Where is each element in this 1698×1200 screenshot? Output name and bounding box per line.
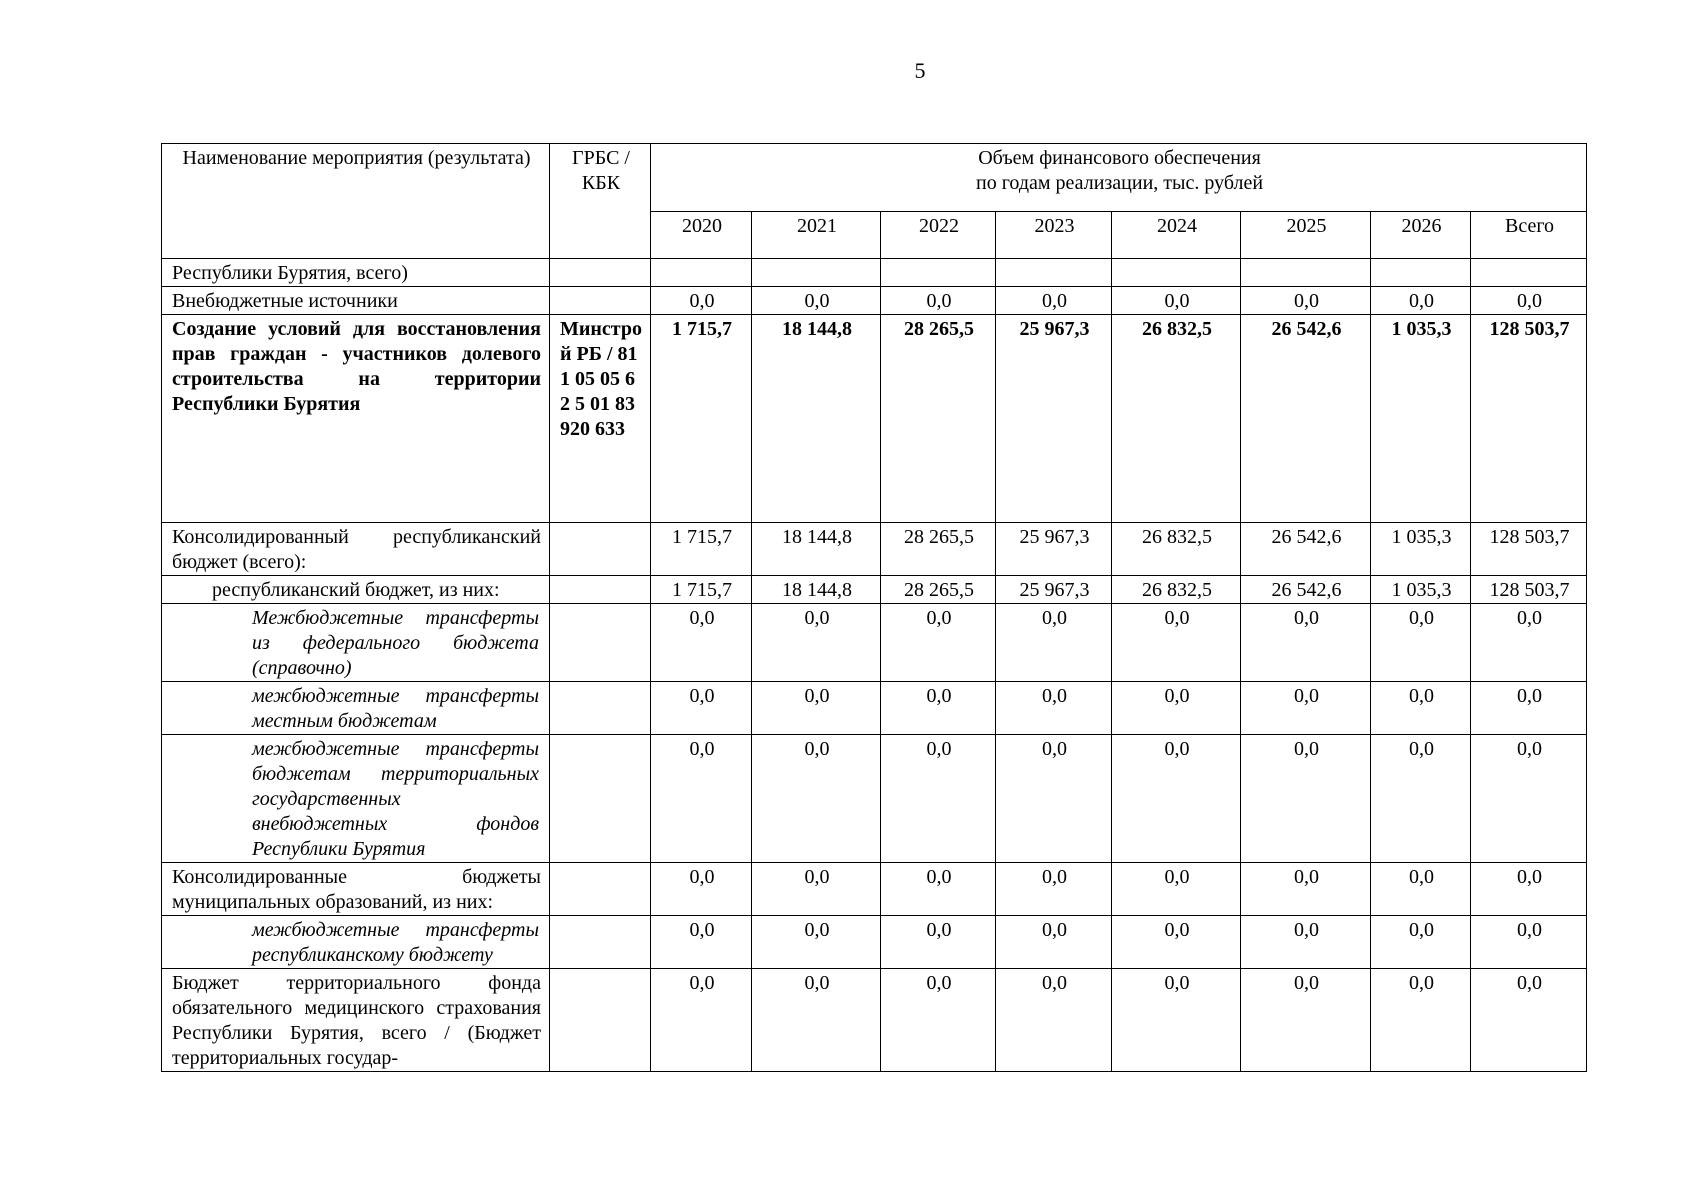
row-value: 18 144,8 (752, 576, 881, 604)
row-value: 0,0 (881, 969, 996, 1072)
row-value: 0,0 (1471, 735, 1587, 863)
header-year: 2020 (651, 212, 752, 259)
row-value: 1 715,7 (651, 523, 752, 576)
table-row (162, 315, 1587, 523)
row-value: 26 832,5 (1112, 315, 1241, 523)
row-name: межбюджетные трансферты бюджетам территориальных государственных внебюджетных фондов Республики Бурятия (162, 735, 550, 863)
row-value: 0,0 (1371, 604, 1471, 682)
row-value: 0,0 (1471, 863, 1587, 916)
row-value: 0,0 (752, 604, 881, 682)
table-row (162, 604, 1587, 682)
row-value: 0,0 (752, 916, 881, 969)
row-value: 25 967,3 (996, 523, 1112, 576)
row-value: 0,0 (1241, 916, 1371, 969)
row-value: 1 715,7 (651, 315, 752, 523)
row-value: 128 503,7 (1471, 315, 1587, 523)
row-grbs (550, 576, 651, 604)
row-value: 0,0 (881, 682, 996, 735)
row-grbs (550, 287, 651, 315)
row-value: 0,0 (752, 682, 881, 735)
row-value: 18 144,8 (752, 315, 881, 523)
row-value: 0,0 (1471, 604, 1587, 682)
row-grbs (550, 863, 651, 916)
header-year: 2026 (1371, 212, 1471, 259)
row-value (752, 259, 881, 287)
row-value: 0,0 (1112, 682, 1241, 735)
row-value: 0,0 (651, 735, 752, 863)
row-value (1371, 259, 1471, 287)
header-volume-line2: по годам реализации, тыс. рублей (976, 172, 1264, 194)
row-value (651, 259, 752, 287)
row-value (881, 259, 996, 287)
row-value: 26 542,6 (1241, 576, 1371, 604)
header-year: 2022 (881, 212, 996, 259)
row-value: 0,0 (1471, 287, 1587, 315)
budget-table (161, 143, 1587, 1072)
row-value: 1 035,3 (1371, 576, 1471, 604)
row-value: 0,0 (1112, 916, 1241, 969)
row-value: 0,0 (996, 287, 1112, 315)
row-value: 0,0 (752, 735, 881, 863)
row-value: 28 265,5 (881, 576, 996, 604)
header-year: 2021 (752, 212, 881, 259)
row-value: 0,0 (996, 735, 1112, 863)
row-name: межбюджетные трансферты республиканскому бюджету (162, 916, 550, 969)
row-value: 26 542,6 (1241, 315, 1371, 523)
row-value: 0,0 (881, 863, 996, 916)
table-row (162, 916, 1587, 969)
header-year: 2024 (1112, 212, 1241, 259)
row-grbs (550, 682, 651, 735)
row-name: Консолидированные бюджеты муниципальных образований, из них: (162, 863, 550, 916)
row-value: 28 265,5 (881, 315, 996, 523)
row-grbs (550, 523, 651, 576)
header-name-column: Наименование мероприятия (результата) (162, 144, 550, 259)
row-value: 0,0 (1112, 969, 1241, 1072)
row-value: 0,0 (881, 604, 996, 682)
row-value: 1 035,3 (1371, 523, 1471, 576)
row-value: 28 265,5 (881, 523, 996, 576)
row-grbs (550, 735, 651, 863)
row-value: 0,0 (996, 604, 1112, 682)
row-value: 0,0 (1241, 287, 1371, 315)
row-grbs (550, 916, 651, 969)
row-value: 0,0 (1371, 735, 1471, 863)
row-grbs (550, 604, 651, 682)
row-value: 0,0 (1241, 863, 1371, 916)
row-value: 128 503,7 (1471, 523, 1587, 576)
row-value: 0,0 (752, 863, 881, 916)
row-value: 0,0 (996, 682, 1112, 735)
table-row (162, 863, 1587, 916)
row-value: 26 832,5 (1112, 523, 1241, 576)
row-name: Республики Бурятия, всего) (162, 259, 550, 287)
row-value: 0,0 (1241, 682, 1371, 735)
table-row (162, 523, 1587, 576)
header-year: 2025 (1241, 212, 1371, 259)
row-value: 0,0 (1112, 863, 1241, 916)
row-value: 0,0 (1371, 969, 1471, 1072)
row-name: Создание условий для восстановления прав граждан - участников долевого строительства на территории Республики Бурятия (162, 315, 550, 523)
row-value: 0,0 (881, 916, 996, 969)
header-volume-column (651, 144, 1587, 212)
row-value: 0,0 (651, 682, 752, 735)
row-value: 128 503,7 (1471, 576, 1587, 604)
table-row (162, 287, 1587, 315)
row-value: 0,0 (996, 916, 1112, 969)
row-value: 0,0 (1241, 969, 1371, 1072)
row-value: 26 542,6 (1241, 523, 1371, 576)
row-value (996, 259, 1112, 287)
row-value: 0,0 (1371, 863, 1471, 916)
row-value: 0,0 (881, 287, 996, 315)
header-total: Всего (1471, 212, 1587, 259)
row-value: 0,0 (1112, 287, 1241, 315)
table-row (162, 735, 1587, 863)
table-row (162, 259, 1587, 287)
row-value: 18 144,8 (752, 523, 881, 576)
row-name: республиканский бюджет, из них: (162, 576, 550, 604)
row-value (1241, 259, 1371, 287)
row-grbs (550, 969, 651, 1072)
row-value: 25 967,3 (996, 315, 1112, 523)
row-value: 0,0 (1112, 604, 1241, 682)
page-number: 5 (914, 58, 926, 83)
row-value: 0,0 (1471, 682, 1587, 735)
row-value: 0,0 (1371, 287, 1471, 315)
row-value (1112, 259, 1241, 287)
row-value: 0,0 (752, 287, 881, 315)
row-value (1471, 259, 1587, 287)
row-value: 0,0 (1471, 969, 1587, 1072)
row-value: 0,0 (1371, 682, 1471, 735)
row-grbs (550, 259, 651, 287)
header-grbs-column: ГРБС / КБК (550, 144, 651, 259)
row-value: 0,0 (752, 969, 881, 1072)
row-value: 0,0 (881, 735, 996, 863)
row-value: 0,0 (651, 863, 752, 916)
row-value: 0,0 (1241, 604, 1371, 682)
row-value: 26 832,5 (1112, 576, 1241, 604)
row-value: 0,0 (651, 604, 752, 682)
row-name: межбюджетные трансферты местным бюджетам (162, 682, 550, 735)
row-value: 0,0 (1241, 735, 1371, 863)
header-volume-line1: Объем финансового обеспечения (978, 147, 1261, 169)
row-name: Бюджет территориального фонда обязательного медицинского страхования Республики Бурятия, всего / (Бюджет территориальных государ- (162, 969, 550, 1072)
table-row (162, 969, 1587, 1072)
row-name: Межбюджетные трансферты из федерального бюджета (справочно) (162, 604, 550, 682)
row-value: 0,0 (651, 916, 752, 969)
row-value: 0,0 (651, 969, 752, 1072)
header-year: 2023 (996, 212, 1112, 259)
row-name: Консолидированный республиканский бюджет (всего): (162, 523, 550, 576)
row-grbs: Минстрой РБ / 811 05 05 62 5 01 83920 633 (550, 315, 651, 523)
row-value: 0,0 (651, 287, 752, 315)
row-value: 25 967,3 (996, 576, 1112, 604)
header-row (162, 144, 1587, 212)
row-name: Внебюджетные источники (162, 287, 550, 315)
table-row (162, 576, 1587, 604)
row-value: 1 715,7 (651, 576, 752, 604)
row-value: 1 035,3 (1371, 315, 1471, 523)
row-value: 0,0 (996, 863, 1112, 916)
row-value: 0,0 (1112, 735, 1241, 863)
row-value: 0,0 (1471, 916, 1587, 969)
row-value: 0,0 (996, 969, 1112, 1072)
row-value: 0,0 (1371, 916, 1471, 969)
table-row (162, 682, 1587, 735)
